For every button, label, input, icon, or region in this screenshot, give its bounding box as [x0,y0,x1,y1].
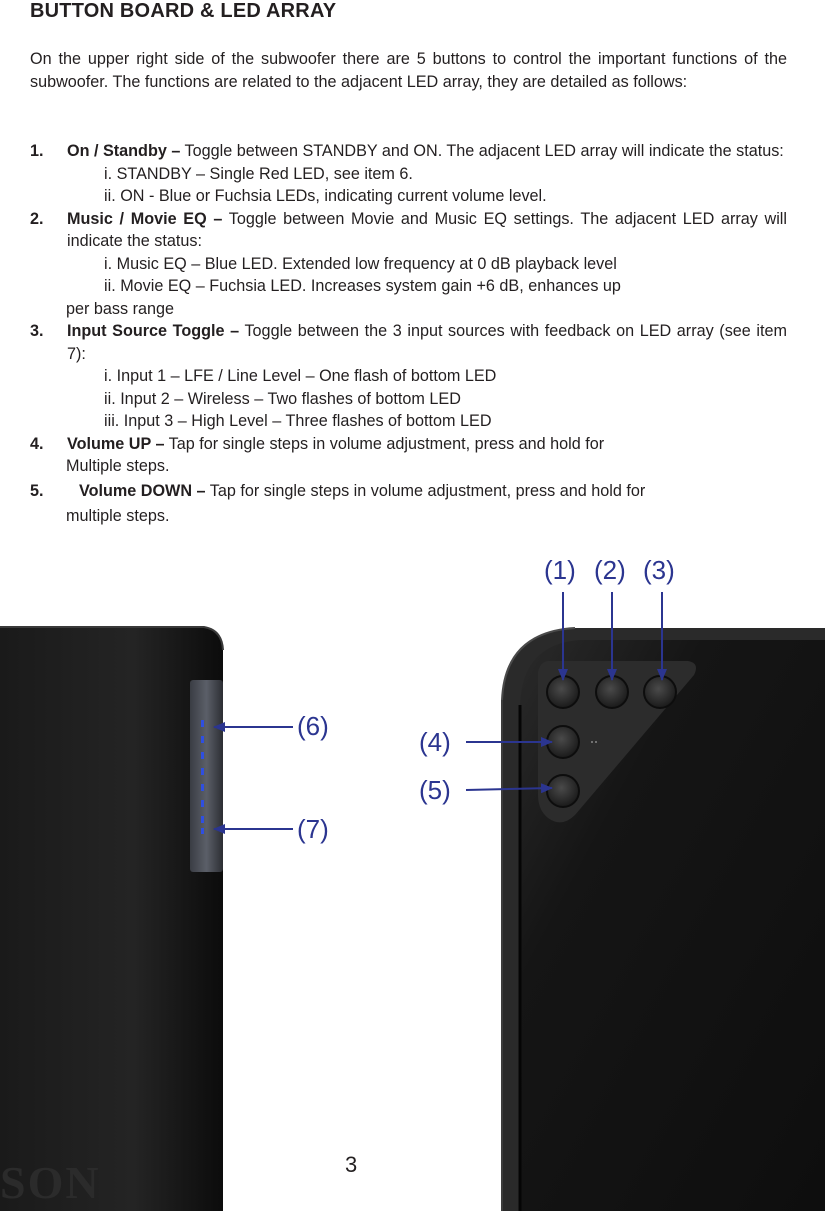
indicator-dot [595,741,597,743]
brand-logo-fragment: SON [0,1157,101,1208]
page-number: 3 [345,1152,358,1177]
sub-item: ii. Input 2 – Wireless – Two flashes of bottom LED [104,389,461,408]
item-number: 3. [30,322,44,340]
led-indicator [201,784,204,791]
item-number: 2. [30,209,44,228]
item-description: Tap for single steps in volume adjustment, press and hold for [164,434,605,453]
input-source-button[interactable] [644,676,676,708]
callout-7: (7) [297,814,329,844]
item-name: Input Source Toggle – [67,322,240,340]
left-subwoofer-view [0,627,223,1211]
callout-6: (6) [297,711,329,741]
sub-item: i. Input 1 – LFE / Line Level – One flash of bottom LED [104,367,497,385]
led-indicator [201,768,204,775]
item-number: 1. [30,142,44,160]
led-indicator [201,720,204,727]
sub-item: ii. Movie EQ – Fuchsia LED. Increases system gain +6 dB, enhances up [104,277,621,295]
led-indicator [201,800,204,807]
led-indicator [201,816,204,823]
item-description: Toggle between the 3 input sources with feedback on LED array (see item 7): [67,322,787,363]
callout-2: (2) [594,555,626,585]
led-indicator [201,752,204,759]
intro-paragraph: On the upper right side of the subwoofer there are 5 buttons to control the important functions of the subwoofer. The functions are related to the adjacent LED array, they are detailed as follows: [30,50,787,91]
callout-5: (5) [419,775,451,805]
item-continuation: multiple steps. [66,507,170,525]
item-number: 5. [30,481,44,500]
page-title: BUTTON BOARD & LED ARRAY [30,0,337,22]
led-indicator [201,736,204,743]
item-name: Volume DOWN – [79,481,206,500]
music-movie-eq-button[interactable] [596,676,628,708]
standby-button[interactable] [547,676,579,708]
volume-down-button[interactable] [547,775,579,807]
item-description: Toggle between Movie and Music EQ settings. The adjacent LED array will indicate the status: [67,209,787,250]
item-continuation: Multiple steps. [66,457,170,475]
sub-item: i. Music EQ – Blue LED. Extended low frequency at 0 dB playback level [104,254,617,273]
sub-item: ii. ON - Blue or Fuchsia LEDs, indicating current volume level. [104,187,547,205]
led-array-panel [190,680,223,872]
callout-4: (4) [419,727,451,757]
item-name: Music / Movie EQ – [67,209,223,228]
indicator-dot [591,741,593,743]
led-indicator [201,828,204,834]
callout-3: (3) [643,555,675,585]
item-name: On / Standby – [67,142,181,160]
right-subwoofer-view [502,628,825,1211]
sub-item: i. STANDBY – Single Red LED, see item 6. [104,164,413,183]
item-description: Tap for single steps in volume adjustment, press and hold for [205,481,646,500]
item-number: 4. [30,434,44,453]
sub-item: iii. Input 3 – High Level – Three flashes of bottom LED [104,412,492,430]
item-name: Volume UP – [67,434,165,453]
callout-1: (1) [544,555,576,585]
item-continuation: per bass range [66,299,174,318]
item-description: Toggle between STANDBY and ON. The adjacent LED array will indicate the status: [180,142,784,160]
